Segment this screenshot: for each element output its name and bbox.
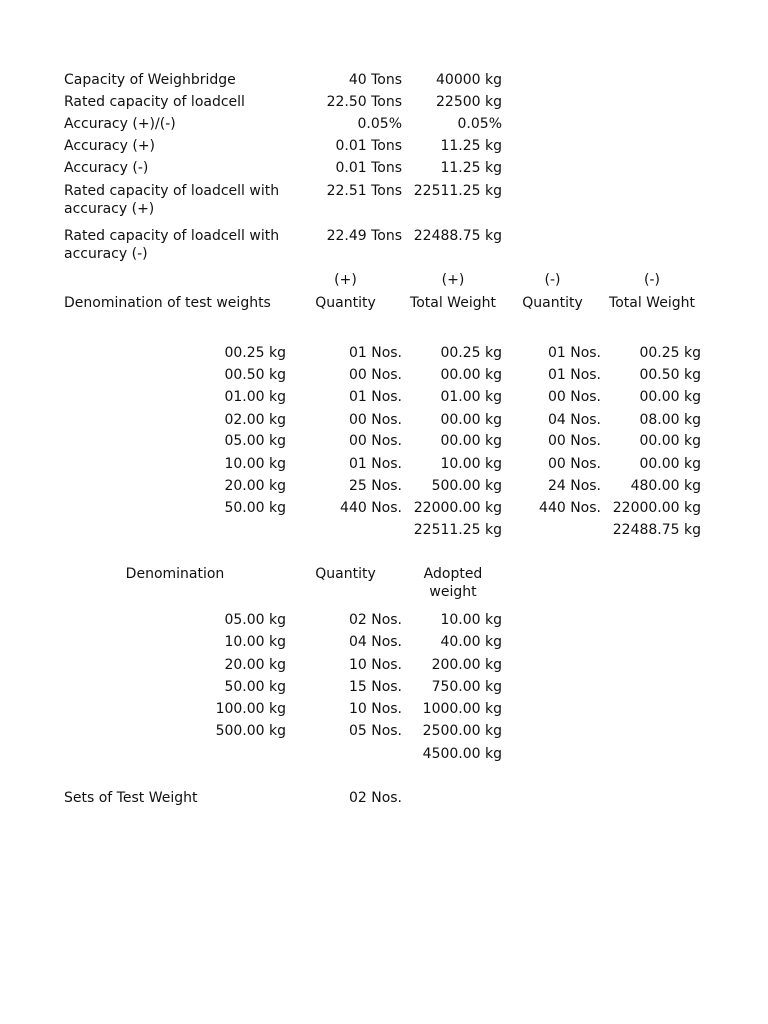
adopted-total: 4500.00 kg xyxy=(422,746,502,762)
table-cell: 01 Nos. xyxy=(348,456,402,472)
sets-row xyxy=(0,788,768,808)
table-cell: 04 Nos. xyxy=(547,412,601,428)
test-weights-header xyxy=(0,293,768,313)
table-cell: 50.00 kg xyxy=(224,679,286,695)
table-cell: 25 Nos. xyxy=(348,478,402,494)
table-row xyxy=(0,431,768,451)
summary-label: Accuracy (+)/(-) xyxy=(64,116,176,132)
summary-label: Rated capacity of loadcell xyxy=(64,94,245,110)
table-cell: 00 Nos. xyxy=(348,412,402,428)
test-weights-signs xyxy=(0,270,768,290)
table-row xyxy=(0,365,768,385)
table-cell: 15 Nos. xyxy=(348,679,402,695)
column-header: Denomination xyxy=(125,566,225,582)
sign-plus: (+) xyxy=(334,272,357,288)
sign-minus: (-) xyxy=(644,272,660,288)
table-cell: 440 Nos. xyxy=(539,500,601,516)
total-plus: 22511.25 kg xyxy=(413,522,502,538)
summary-kg: 11.25 kg xyxy=(440,138,502,154)
table-cell: 10.00 kg xyxy=(440,612,502,628)
table-cell: 01.00 kg xyxy=(440,389,502,405)
summary-label: Accuracy (-) xyxy=(64,160,149,176)
summary-label: Rated capacity of loadcell with accuracy (+) xyxy=(64,183,280,217)
table-row xyxy=(0,498,768,518)
table-cell: 01 Nos. xyxy=(547,345,601,361)
table-cell: 200.00 kg xyxy=(431,657,502,673)
column-header: Total Weight xyxy=(410,295,496,311)
table-cell: 20.00 kg xyxy=(224,657,286,673)
table-cell: 02.00 kg xyxy=(224,412,286,428)
table-row xyxy=(0,655,768,675)
table-cell: 08.00 kg xyxy=(639,412,701,428)
table-cell: 05.00 kg xyxy=(224,433,286,449)
table-cell: 00.50 kg xyxy=(224,367,286,383)
summary-row-rated-minus xyxy=(0,226,768,266)
column-header: Quantity xyxy=(315,295,376,311)
table-row xyxy=(0,454,768,474)
table-cell: 10 Nos. xyxy=(348,657,402,673)
summary-kg: 22500 kg xyxy=(436,94,502,110)
table-cell: 00 Nos. xyxy=(547,433,601,449)
column-header: Denomination of test weights xyxy=(64,295,271,311)
summary-row-accuracy-minus xyxy=(0,158,768,178)
summary-value: 0.01 Tons xyxy=(335,160,402,176)
table-row xyxy=(0,410,768,430)
summary-kg: 11.25 kg xyxy=(440,160,502,176)
summary-label: Rated capacity of loadcell with accuracy (-) xyxy=(64,228,280,262)
table-cell: 10.00 kg xyxy=(224,456,286,472)
summary-value: 40 Tons xyxy=(348,72,402,88)
table-cell: 00 Nos. xyxy=(348,367,402,383)
table-cell: 04 Nos. xyxy=(348,634,402,650)
table-cell: 10.00 kg xyxy=(224,634,286,650)
column-header: Total Weight xyxy=(609,295,695,311)
sign-minus: (-) xyxy=(544,272,561,288)
table-row xyxy=(0,343,768,363)
table-cell: 00.00 kg xyxy=(639,433,701,449)
table-totals-row xyxy=(0,744,768,764)
table-cell: 01 Nos. xyxy=(547,367,601,383)
table-cell: 01 Nos. xyxy=(348,345,402,361)
table-cell: 00.00 kg xyxy=(440,412,502,428)
table-cell: 10 Nos. xyxy=(348,701,402,717)
table-cell: 00.00 kg xyxy=(440,367,502,383)
table-totals-row xyxy=(0,520,768,540)
sets-value: 02 Nos. xyxy=(348,790,402,806)
summary-value: 22.50 Tons xyxy=(326,94,402,110)
table-cell: 50.00 kg xyxy=(224,500,286,516)
table-row xyxy=(0,610,768,630)
column-header: Quantity xyxy=(315,566,376,582)
table-cell: 1000.00 kg xyxy=(422,701,502,717)
sets-label: Sets of Test Weight xyxy=(64,790,198,806)
summary-value: 22.51 Tons xyxy=(326,183,402,199)
table-cell: 22000.00 kg xyxy=(612,500,701,516)
summary-kg: 22488.75 kg xyxy=(413,228,502,244)
summary-row-capacity xyxy=(0,70,768,90)
summary-row-accuracy-plus xyxy=(0,136,768,156)
table-cell: 100.00 kg xyxy=(215,701,286,717)
table-row xyxy=(0,387,768,407)
table-row xyxy=(0,699,768,719)
table-row xyxy=(0,721,768,741)
table-cell: 00.00 kg xyxy=(639,389,701,405)
summary-row-accuracy xyxy=(0,114,768,134)
table-cell: 00.50 kg xyxy=(639,367,701,383)
table-cell: 500.00 kg xyxy=(431,478,502,494)
table-cell: 05.00 kg xyxy=(224,612,286,628)
table-cell: 00.25 kg xyxy=(224,345,286,361)
table-cell: 40.00 kg xyxy=(440,634,502,650)
table-cell: 10.00 kg xyxy=(440,456,502,472)
table-cell: 05 Nos. xyxy=(348,723,402,739)
table-cell: 00.00 kg xyxy=(440,433,502,449)
table-cell: 440 Nos. xyxy=(340,500,402,516)
table-cell: 01 Nos. xyxy=(348,389,402,405)
summary-value: 22.49 Tons xyxy=(326,228,402,244)
table-cell: 00 Nos. xyxy=(348,433,402,449)
summary-kg: 22511.25 kg xyxy=(413,183,502,199)
table-row xyxy=(0,677,768,697)
table-cell: 24 Nos. xyxy=(547,478,601,494)
table-cell: 00.25 kg xyxy=(440,345,502,361)
table-row xyxy=(0,632,768,652)
table-cell: 01.00 kg xyxy=(224,389,286,405)
table-cell: 00.00 kg xyxy=(639,456,701,472)
table-cell: 480.00 kg xyxy=(630,478,701,494)
sign-plus: (+) xyxy=(441,272,465,288)
adopted-header xyxy=(0,564,768,604)
table-cell: 00 Nos. xyxy=(547,389,601,405)
table-cell: 750.00 kg xyxy=(431,679,502,695)
table-cell: 2500.00 kg xyxy=(422,723,502,739)
table-cell: 22000.00 kg xyxy=(413,500,502,516)
summary-row-rated-plus xyxy=(0,181,768,221)
table-cell: 00 Nos. xyxy=(547,456,601,472)
summary-value: 0.05% xyxy=(357,116,402,132)
summary-value: 0.01 Tons xyxy=(335,138,402,154)
column-header: Quantity xyxy=(522,295,583,311)
summary-kg: 0.05% xyxy=(457,116,502,132)
summary-label: Accuracy (+) xyxy=(64,138,156,154)
table-cell: 20.00 kg xyxy=(224,478,286,494)
table-cell: 00.25 kg xyxy=(639,345,701,361)
summary-kg: 40000 kg xyxy=(436,72,502,88)
table-row xyxy=(0,476,768,496)
summary-label: Capacity of Weighbridge xyxy=(64,72,236,88)
table-cell: 500.00 kg xyxy=(215,723,286,739)
table-cell: 02 Nos. xyxy=(348,612,402,628)
total-minus: 22488.75 kg xyxy=(612,522,701,538)
summary-row-loadcell xyxy=(0,92,768,112)
column-header: Adopted weight xyxy=(423,566,483,600)
